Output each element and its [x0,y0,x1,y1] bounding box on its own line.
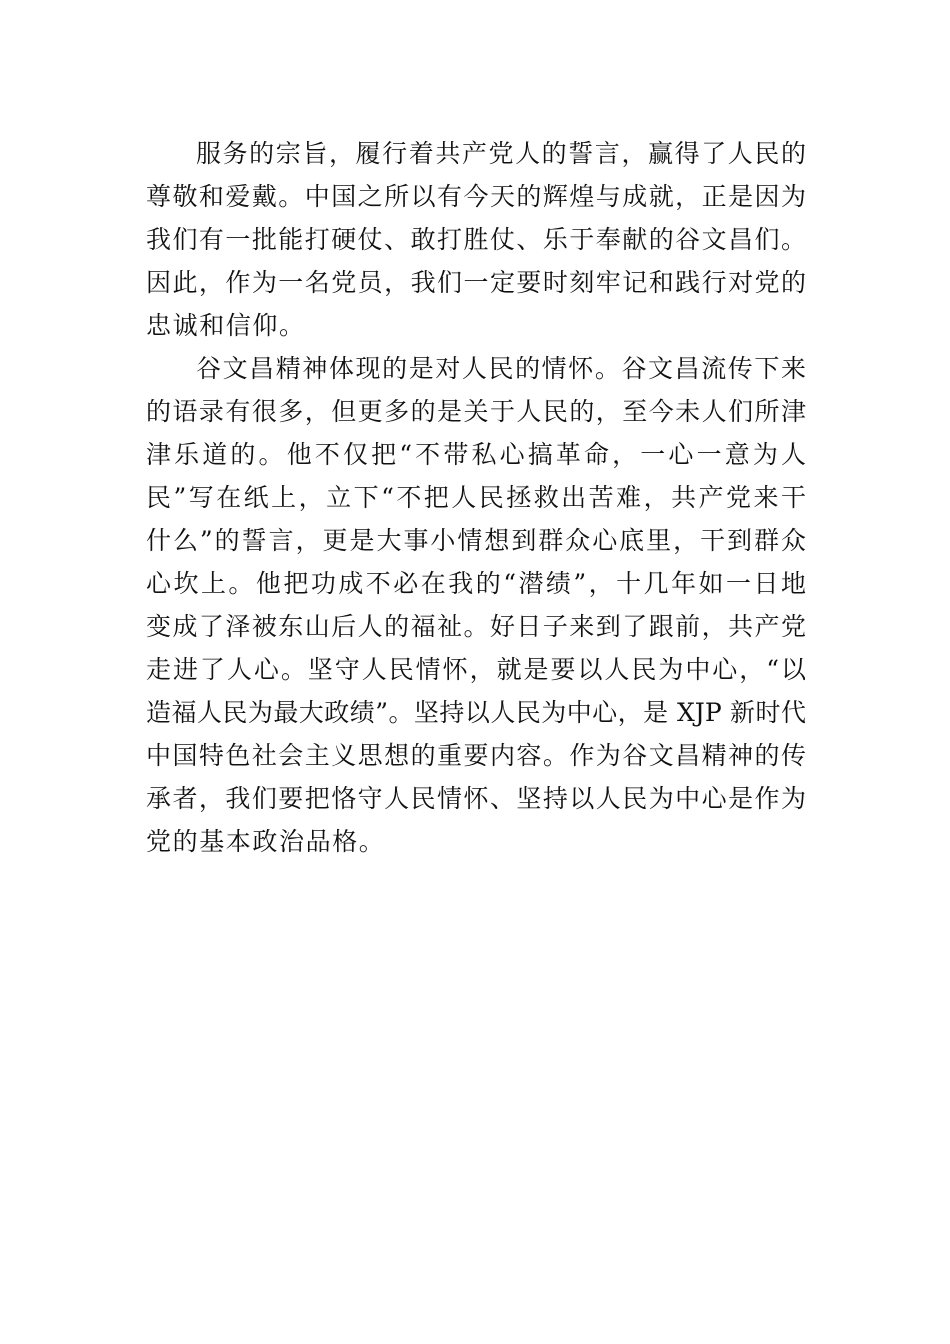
paragraph-2-line-10: 中国特色社会主义思想的重要内容。作为谷文昌精神的传 [146,741,806,770]
paragraph-2-line-12: 党的基本政治品格。 [146,827,386,856]
paragraph-1-line-5: 忠诚和信仰。 [146,311,306,340]
paragraph-2-line-6: 心坎上。他把功成不必在我的“潜绩”，十几年如一日地 [146,569,806,598]
paragraph-2-line-3: 津乐道的。他不仅把“不带私心搞革命，一心一意为人 [146,440,806,469]
paragraph-2-line-8: 走进了人心。坚守人民情怀，就是要以人民为中心，“以 [146,655,806,684]
paragraph-2-line-11: 承者，我们要把恪守人民情怀、坚持以人民为中心是作为 [146,784,806,813]
paragraph-1-line-2: 尊敬和爱戴。中国之所以有今天的辉煌与成就，正是因为 [146,182,806,211]
paragraph-2-line-4: 民”写在纸上，立下“不把人民拯救出苦难，共产党来干 [146,483,806,512]
paragraph-1-line-3: 我们有一批能打硬仗、敢打胜仗、乐于奉献的谷文昌们。 [146,225,806,254]
paragraph-2-line-2: 的语录有很多，但更多的是关于人民的，至今未人们所津 [146,397,806,426]
paragraph-2-line-5: 什么”的誓言，更是大事小情想到群众心底里，干到群众 [146,526,806,555]
paragraph-1-line-4: 因此，作为一名党员，我们一定要时刻牢记和践行对党的 [146,268,806,297]
paragraph-2-line-9: 造福人民为最大政绩”。坚持以人民为中心，是 XJP 新时代 [146,698,806,727]
paragraph-1-line-1: 服务的宗旨，履行着共产党人的誓言，赢得了人民的 [196,139,806,168]
paragraph-2-line-7: 变成了泽被东山后人的福祉。好日子来到了跟前，共产党 [146,612,806,641]
paragraph-2-line-1: 谷文昌精神体现的是对人民的情怀。谷文昌流传下来 [196,354,806,383]
document-body [146,132,806,863]
